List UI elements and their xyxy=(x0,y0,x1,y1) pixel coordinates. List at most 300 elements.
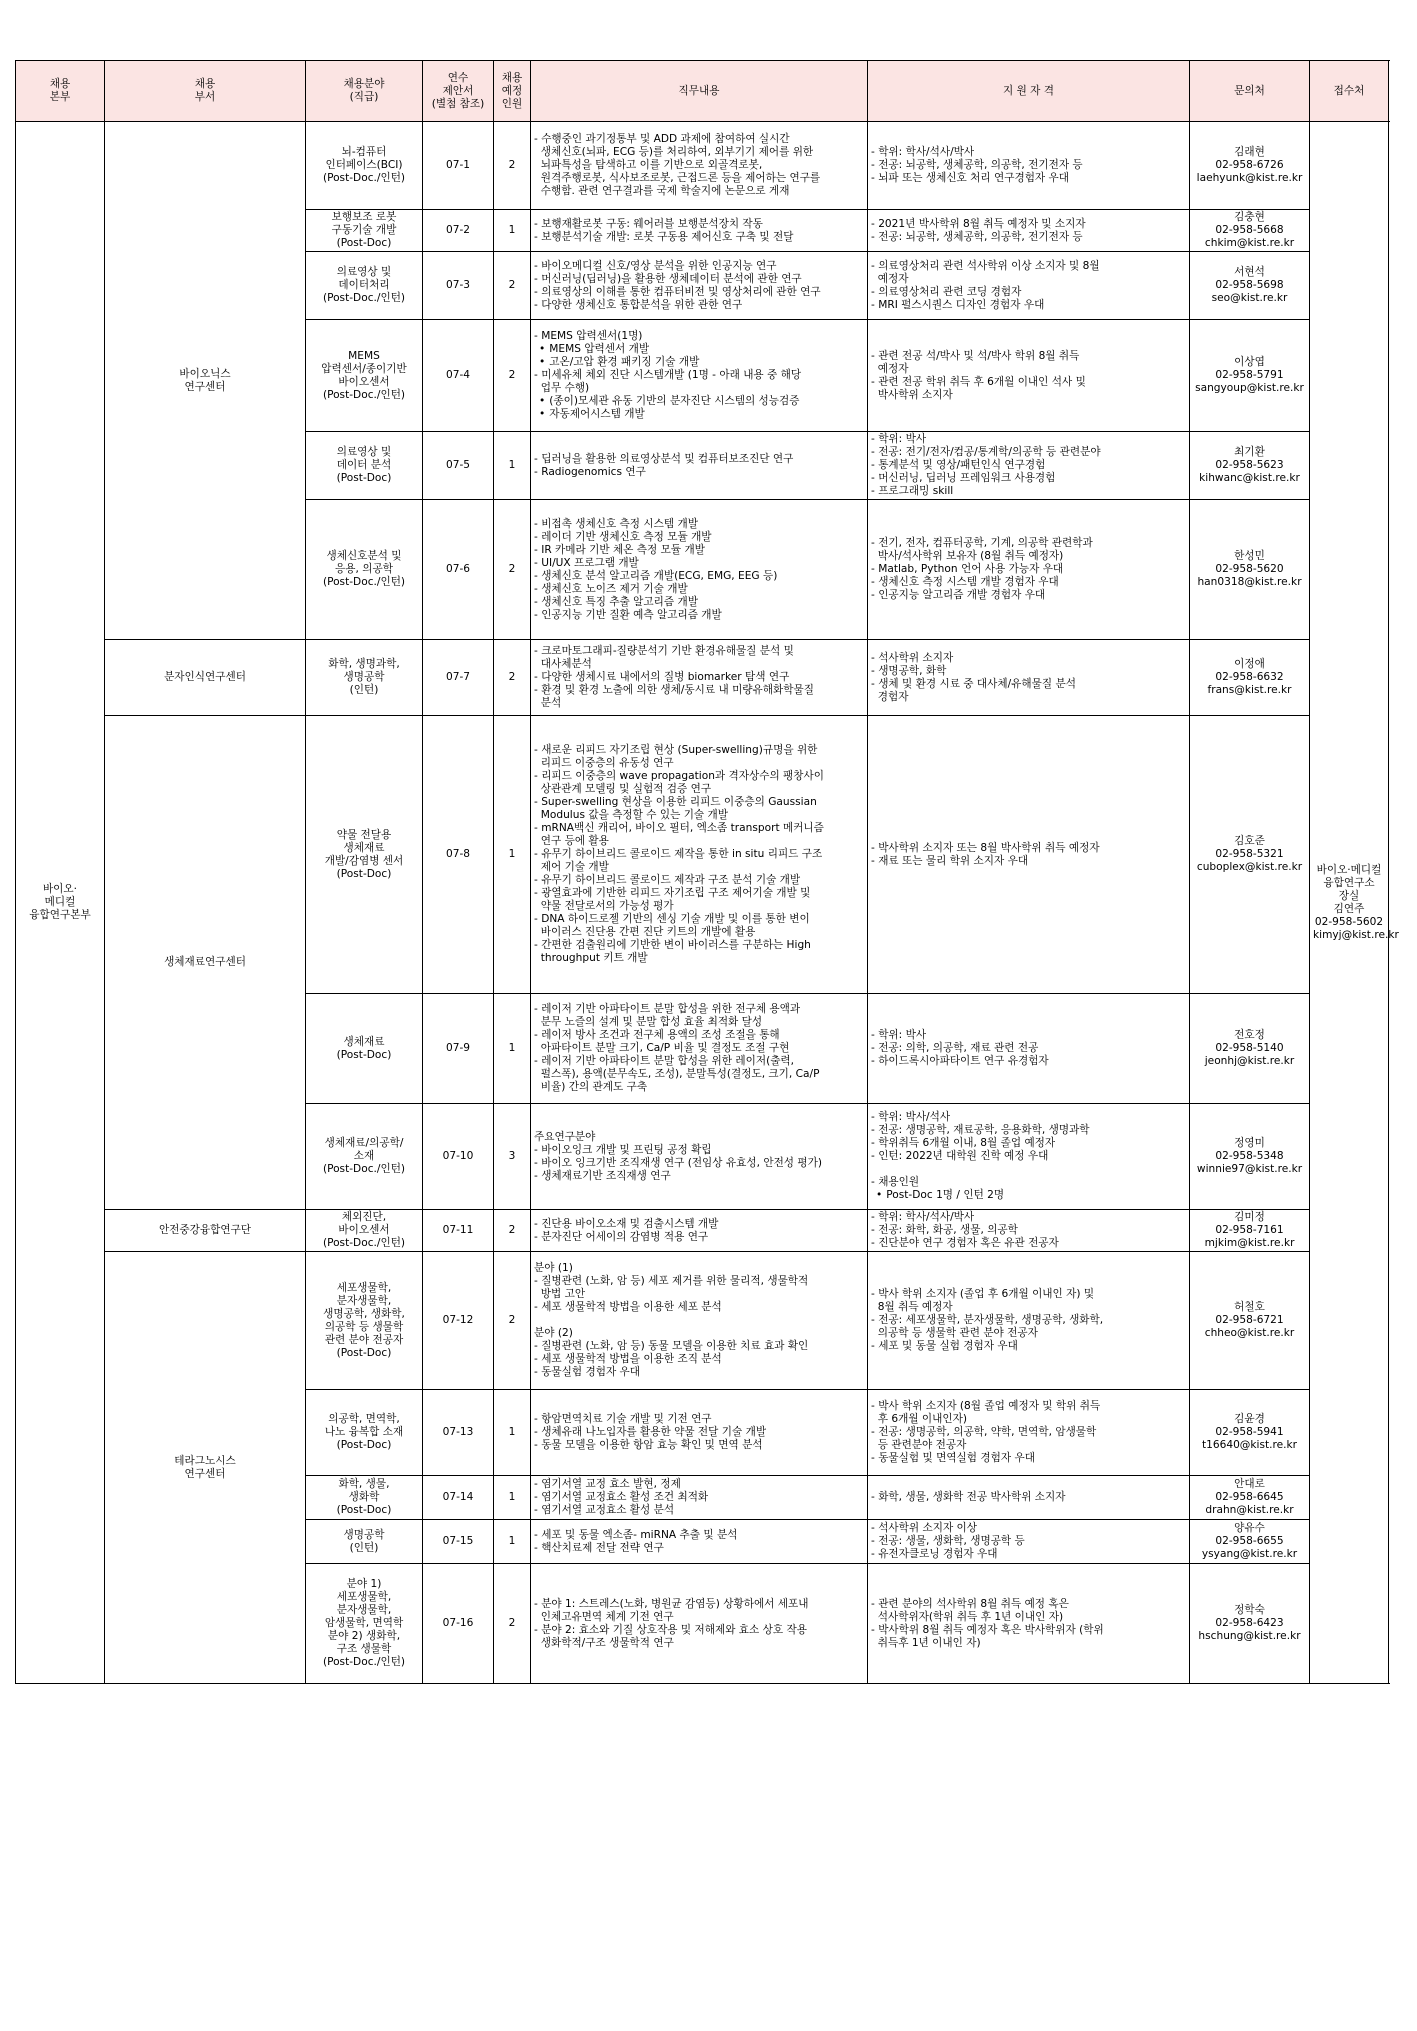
contact-cell-text: 김미정 02-958-7161 mjkim@kist.re.kr xyxy=(1204,1211,1295,1249)
count-cell-text: 2 xyxy=(508,671,516,683)
proposal-cell xyxy=(423,1210,494,1252)
duty-line: - 세포 및 동물 엑소좀- miRNA 추출 및 분석 xyxy=(534,1528,738,1541)
duty-line: 뇌파특성을 탐색하고 이를 기반으로 외골격로봇, xyxy=(534,159,763,171)
proposal-cell xyxy=(423,994,494,1104)
proposal-cell xyxy=(423,1390,494,1476)
duty-line: 아파타이트 분말 크기, Ca/P 비율 및 결정도 조절 구현 xyxy=(534,1042,790,1054)
field-cell-text: 세포생물학, 분자생물학, 생명공학, 생화학, 의공학 등 생물학 관련 분야 전공자 (Post-Doc) xyxy=(323,1281,405,1359)
duties-cell xyxy=(531,716,868,994)
duties-cell xyxy=(531,1564,868,1684)
contact-cell-text: 허철호 02-958-6721 chheo@kist.re.kr xyxy=(1204,1301,1295,1339)
table-row xyxy=(16,640,1389,716)
duty-line: - 생체신호 특징 추출 알고리즘 개발 xyxy=(534,595,698,608)
proposal-cell-text: 07-2 xyxy=(445,224,471,236)
duty-line: 리피드 이중층의 유동성 연구 xyxy=(534,757,674,769)
qualification-line: 박사학위 소지자 xyxy=(871,388,953,401)
duty-line: 분무 노즐의 설계 및 분말 합성 효율 최적화 달성 xyxy=(534,1016,763,1028)
qualification-cell xyxy=(868,252,1190,320)
duty-line: 연구 등에 활용 xyxy=(534,835,609,847)
qualification-line: • Post-Doc 1명 / 인턴 2명 xyxy=(871,1189,1186,1202)
qualification-line: - 석사학위 소지자 xyxy=(871,651,954,664)
duty-line: 방법 고안 xyxy=(534,1288,586,1300)
hq-cell xyxy=(16,122,105,1684)
qualification-line: - 채용인원 xyxy=(871,1176,920,1188)
qualification-line: - 인공지능 알고리즘 개발 경험자 우대 xyxy=(871,589,1046,601)
field-cell xyxy=(306,1520,423,1564)
qualification-line: - 전공: 뇌공학, 생체공학, 의공학, 전기전자 등 xyxy=(871,230,1083,243)
proposal-cell xyxy=(423,1564,494,1684)
proposal-cell xyxy=(423,716,494,994)
proposal-cell xyxy=(423,1520,494,1564)
contact-cell-text: 김호준 02-958-5321 cuboplex@kist.re.kr xyxy=(1196,835,1303,873)
qualification-line: - 전공: 전기/전자/컴공/통계학/의공학 등 관련분야 xyxy=(871,446,1101,458)
duty-line: 비율) 간의 관계도 구축 xyxy=(534,1081,648,1093)
duty-line: - 보행분석기술 개발: 로봇 구동용 제어신호 구축 및 전달 xyxy=(534,230,794,243)
recruitment-sheet xyxy=(15,60,1399,1684)
field-cell-text: 생체재료/의공학/ 소재 (Post-Doc./인턴) xyxy=(322,1137,406,1175)
duty-line: • MEMS 압력센서 개발 xyxy=(534,343,864,356)
qualification-line: 경험자 xyxy=(871,690,909,703)
count-cell xyxy=(494,716,531,994)
count-cell-text: 1 xyxy=(508,224,516,236)
qualification-line: - 전공: 생명공학, 의공학, 약학, 면역학, 암생물학 xyxy=(871,1426,1097,1438)
duty-line: - 비접촉 생체신호 측정 시스템 개발 xyxy=(534,517,698,530)
duty-line: - 바이오 잉크기반 조직재생 연구 (전임상 유효성, 안전성 평가) xyxy=(534,1156,822,1169)
qualification-line: - 박사학위 8월 취득 예정자 혹은 박사학위자 (학위 xyxy=(871,1623,1104,1636)
header-row xyxy=(16,61,1389,122)
proposal-cell-text: 07-4 xyxy=(445,369,471,381)
count-cell xyxy=(494,994,531,1104)
field-cell xyxy=(306,500,423,640)
duties-cell xyxy=(531,640,868,716)
qualification-cell xyxy=(868,500,1190,640)
qualification-cell xyxy=(868,432,1190,500)
dept-cell-text: 안전중강융합연구단 xyxy=(158,1224,252,1236)
count-cell-text: 1 xyxy=(508,459,516,471)
dept-cell xyxy=(105,716,306,1210)
proposal-cell xyxy=(423,210,494,252)
duties-cell xyxy=(531,122,868,210)
field-cell-text: 분야 1) 세포생물학, 분자생물학, 암생물학, 면역학 분야 2) 생화학, 구조 생물학 (Post-Doc./인턴) xyxy=(322,1578,406,1668)
qualification-line: - 유전자클로닝 경험자 우대 xyxy=(871,1548,998,1560)
duty-line: - 분야 1: 스트레스(노화, 병원균 감염등) 상황하에서 세포내 xyxy=(534,1597,809,1610)
proposal-cell-text: 07-12 xyxy=(442,1314,474,1326)
duty-line: - 인공지능 기반 질환 예측 알고리즘 개발 xyxy=(534,608,722,621)
duty-line: - 염기서열 교정효소 활성 분석 xyxy=(534,1504,675,1516)
duty-line: - 염기서열 교정효소 활성 조건 최적화 xyxy=(534,1491,709,1503)
duties-cell xyxy=(531,1210,868,1252)
contact-cell xyxy=(1190,1210,1310,1252)
field-cell xyxy=(306,1252,423,1390)
duties-cell xyxy=(531,1390,868,1476)
header-dept: 채용 부서 xyxy=(105,61,306,122)
proposal-cell-text: 07-8 xyxy=(445,848,471,860)
qualification-line: 취득후 1년 이내인 자) xyxy=(871,1636,981,1649)
duty-line: - 레이더 기반 생체신호 측정 모듈 개발 xyxy=(534,530,712,543)
qualification-line: - 동물실험 및 면역실험 경험자 우대 xyxy=(871,1452,1035,1464)
duty-line: 분야 (1) xyxy=(534,1262,573,1274)
field-cell-text: 의료영상 및 데이터처리 (Post-Doc./인턴) xyxy=(322,266,406,304)
duty-line: - 분야 2: 효소와 기질 상호작용 및 저해제와 효소 상호 작용 xyxy=(534,1623,807,1636)
count-cell xyxy=(494,640,531,716)
qualification-line: - 학위: 박사 xyxy=(871,433,927,445)
field-cell-text: 화학, 생물, 생화학 (Post-Doc) xyxy=(336,1478,392,1516)
table-row xyxy=(16,122,1389,210)
qualification-line: - 전공: 세포생물학, 분자생물학, 생명공학, 생화학, xyxy=(871,1314,1104,1326)
dept-cell xyxy=(105,640,306,716)
proposal-cell-text: 07-9 xyxy=(445,1042,471,1054)
duty-line: - 동물실험 경험자 우대 xyxy=(534,1366,641,1378)
qualification-line: - 화학, 생물, 생화학 전공 박사학위 소지자 xyxy=(871,1491,1066,1503)
count-cell xyxy=(494,1476,531,1520)
count-cell-text: 2 xyxy=(508,279,516,291)
count-cell-text: 2 xyxy=(508,159,516,171)
qualification-line: 석사학위자(학위 취득 후 1년 이내인 자) xyxy=(871,1610,1064,1623)
qualification-line: - 관련 전공 석/박사 및 석/박사 학위 8월 취득 xyxy=(871,349,1080,362)
duties-cell xyxy=(531,320,868,432)
qualification-cell xyxy=(868,1252,1190,1390)
field-cell xyxy=(306,1210,423,1252)
duty-line: - 동물 모델을 이용한 항암 효능 확인 및 면역 분석 xyxy=(534,1439,763,1451)
dept-cell-text: 분자인식연구센터 xyxy=(164,671,246,683)
qualification-line: - 재료 또는 물리 학위 소지자 우대 xyxy=(871,854,1029,867)
duty-line: 대사체분석 xyxy=(534,658,592,670)
count-cell-text: 2 xyxy=(508,1314,516,1326)
field-cell xyxy=(306,1564,423,1684)
qualification-cell xyxy=(868,640,1190,716)
qualification-cell xyxy=(868,1520,1190,1564)
qualification-line: 등 관련분야 전공자 xyxy=(871,1439,967,1451)
duties-cell xyxy=(531,1476,868,1520)
duty-line: - 환경 및 환경 노출에 의한 생체/동시료 내 미량유해화학물질 xyxy=(534,684,814,696)
contact-cell xyxy=(1190,1104,1310,1210)
duty-line: - UI/UX 프로그램 개발 xyxy=(534,556,639,569)
duty-line: - 염기서열 교정 효소 발현, 정제 xyxy=(534,1478,681,1490)
proposal-cell-text: 07-5 xyxy=(445,459,471,471)
field-cell xyxy=(306,122,423,210)
qualification-line: - 2021년 박사학위 8월 취득 예정자 및 소지자 xyxy=(871,217,1086,230)
duty-line: - 리피드 이중층의 wave propagation과 격자상수의 팽창사이 xyxy=(534,770,824,782)
proposal-cell-text: 07-16 xyxy=(442,1617,474,1629)
duty-line: - 유무기 하이브리드 콜로이드 제작을 통한 in situ 리피드 구조 xyxy=(534,848,823,860)
contact-cell-text: 양유수 02-958-6655 ysyang@kist.re.kr xyxy=(1201,1522,1298,1560)
contact-cell xyxy=(1190,1564,1310,1684)
qualification-line: - Matlab, Python 언어 사용 가능자 우대 xyxy=(871,563,1064,575)
duty-line: - 보행재활로봇 구동: 웨어러블 보행분석장치 작동 xyxy=(534,217,763,230)
qualification-line: - 뇌파 또는 생체신호 처리 연구경험자 우대 xyxy=(871,172,1069,184)
duty-line: - 다양한 생체시료 내에서의 질병 biomarker 탐색 연구 xyxy=(534,671,790,683)
contact-cell-text: 서현석 02-958-5698 seo@kist.re.kr xyxy=(1211,266,1288,304)
proposal-cell xyxy=(423,1252,494,1390)
qualification-line: - 통계분석 및 영상/패턴인식 연구경험 xyxy=(871,459,1046,471)
table-body xyxy=(16,122,1399,1684)
contact-cell xyxy=(1190,994,1310,1104)
qualification-line: - 학위: 박사 xyxy=(871,1029,927,1041)
dept-cell-text: 생체재료연구센터 xyxy=(164,956,246,968)
duty-line: - 광열효과에 기반한 리피드 자기조립 구조 제어기술 개발 및 xyxy=(534,887,811,899)
contact-cell-text: 정영미 02-958-5348 winnie97@kist.re.kr xyxy=(1196,1137,1303,1175)
duty-line: - 바이오잉크 개발 및 프린팅 공정 확립 xyxy=(534,1143,712,1156)
duty-line: 제어 기술 개발 xyxy=(534,861,609,873)
contact-cell xyxy=(1190,1520,1310,1564)
qualification-line: - 학위취득 6개월 이내, 8월 졸업 예정자 xyxy=(871,1137,1056,1149)
dept-cell xyxy=(105,122,306,640)
proposal-cell xyxy=(423,432,494,500)
qualification-line: 8월 취득 예정자 xyxy=(871,1301,953,1313)
qualification-line: - 세포 및 동물 실험 경험자 우대 xyxy=(871,1340,1018,1352)
contact-cell xyxy=(1190,210,1310,252)
header-field: 채용분야 (직급) xyxy=(306,61,423,122)
field-cell xyxy=(306,252,423,320)
qualification-line xyxy=(871,1163,1186,1176)
proposal-cell xyxy=(423,122,494,210)
reception-cell xyxy=(1310,122,1399,1684)
duty-line: throughput 키트 개발 xyxy=(534,952,648,964)
duty-line: - 질병관련 (노화, 암 등) 동물 모델을 이용한 치료 효과 확인 xyxy=(534,1340,809,1352)
proposal-cell xyxy=(423,640,494,716)
field-cell xyxy=(306,320,423,432)
field-cell xyxy=(306,432,423,500)
contact-cell xyxy=(1190,432,1310,500)
qualification-line: 의공학 등 생물학 관련 분야 전공자 xyxy=(871,1327,1038,1339)
proposal-cell-text: 07-6 xyxy=(445,563,471,575)
duty-line: 분석 xyxy=(534,697,562,709)
field-cell xyxy=(306,1476,423,1520)
proposal-cell xyxy=(423,500,494,640)
contact-cell xyxy=(1190,122,1310,210)
contact-cell xyxy=(1190,1390,1310,1476)
qualification-line: 후 6개월 이내인자) xyxy=(871,1413,967,1425)
count-cell xyxy=(494,252,531,320)
qualification-cell xyxy=(868,994,1190,1104)
field-cell-text: MEMS 압력센서/종이기반 바이오센서 (Post-Doc./인턴) xyxy=(321,349,407,401)
dept-cell-text: 테라그노시스 연구센터 xyxy=(174,1454,236,1480)
contact-cell-text: 정학숙 02-958-6423 hschung@kist.re.kr xyxy=(1198,1604,1301,1642)
proposal-cell xyxy=(423,320,494,432)
qualification-cell xyxy=(868,1476,1190,1520)
table-row xyxy=(16,716,1389,994)
qualification-line: - 학위: 학사/석사/박사 xyxy=(871,146,975,158)
duty-line: - 의료영상의 이해를 통한 컴퓨터비전 및 영상처리에 관한 연구 xyxy=(534,285,821,298)
duty-line: - 질병관련 (노화, 암 등) 세포 제거를 위한 물리적, 생물학적 xyxy=(534,1275,809,1287)
duty-line: - 생체신호 노이즈 제거 기술 개발 xyxy=(534,582,688,595)
field-cell xyxy=(306,1104,423,1210)
field-cell-text: 생명공학 (인턴) xyxy=(343,1528,385,1554)
duty-line: - 딥러닝을 활용한 의료영상분석 및 컴퓨터보조진단 연구 xyxy=(534,452,794,465)
qualification-cell xyxy=(868,210,1190,252)
duty-line: - MEMS 압력센서(1명) xyxy=(534,330,643,342)
contact-cell xyxy=(1190,716,1310,994)
duty-line: - 세포 생물학적 방법을 이용한 세포 분석 xyxy=(534,1301,722,1313)
count-cell-text: 1 xyxy=(508,848,516,860)
qualification-cell xyxy=(868,716,1190,994)
header-reception: 접수처 xyxy=(1310,61,1389,122)
contact-cell xyxy=(1190,500,1310,640)
duty-line: • (종이)모세관 유동 기반의 분자진단 시스템의 성능검증 xyxy=(534,395,864,408)
duty-line: - 레이저 기반 아파타이트 분말 합성을 위한 전구체 용액과 xyxy=(534,1003,801,1015)
qualification-line: - 전공: 뇌공학, 생체공학, 의공학, 전기전자 등 xyxy=(871,159,1083,171)
duty-line: - 미세유체 체외 진단 시스템개발 (1명 - 아래 내용 중 해당 xyxy=(534,369,802,381)
contact-cell-text: 안대로 02-958-6645 drahn@kist.re.kr xyxy=(1205,1478,1294,1516)
count-cell xyxy=(494,320,531,432)
proposal-cell xyxy=(423,1104,494,1210)
qualification-line: - 전공: 생물, 생화학, 생명공학 등 xyxy=(871,1535,1025,1547)
qualification-line: - 생체신호 측정 시스템 개발 경험자 우대 xyxy=(871,576,1059,588)
count-cell xyxy=(494,122,531,210)
duty-line: - 생체유래 나노입자를 활용한 약물 전달 기술 개발 xyxy=(534,1426,767,1438)
qualification-line: - 학위: 박사/석사 xyxy=(871,1111,951,1123)
count-cell-text: 1 xyxy=(508,1426,516,1438)
contact-cell xyxy=(1190,640,1310,716)
qualification-line: - 인턴: 2022년 대학원 진학 예정 우대 xyxy=(871,1150,1049,1162)
count-cell xyxy=(494,432,531,500)
contact-cell-text: 이상엽 02-958-5791 sangyoup@kist.re.kr xyxy=(1195,356,1304,394)
qualification-cell xyxy=(868,1564,1190,1684)
duties-cell xyxy=(531,432,868,500)
contact-cell xyxy=(1190,252,1310,320)
field-cell xyxy=(306,640,423,716)
header-duties: 직무내용 xyxy=(531,61,868,122)
field-cell-text: 뇌-컴퓨터 인터페이스(BCI) (Post-Doc./인턴) xyxy=(322,146,406,184)
proposal-cell xyxy=(423,252,494,320)
contact-cell xyxy=(1190,1252,1310,1390)
contact-cell xyxy=(1190,1476,1310,1520)
field-cell-text: 의공학, 면역학, 나노 융복합 소재 (Post-Doc) xyxy=(324,1413,404,1451)
proposal-cell xyxy=(423,1476,494,1520)
duty-line: - 분자진단 어세이의 감염병 적용 연구 xyxy=(534,1230,709,1243)
duty-line: 펄스폭), 용액(분무속도, 조성), 분말특성(결정도, 크기, Ca/P xyxy=(534,1068,820,1080)
contact-cell-text: 이정애 02-958-6632 frans@kist.re.kr xyxy=(1207,658,1292,696)
qualification-line: - 전공: 화학, 화공, 생물, 의공학 xyxy=(871,1224,1018,1236)
qualification-cell xyxy=(868,1390,1190,1476)
contact-cell-text: 전호정 02-958-5140 jeonhj@kist.re.kr xyxy=(1204,1029,1295,1067)
qualification-cell xyxy=(868,1104,1190,1210)
duty-line: - 항암면역치료 기술 개발 및 기전 연구 xyxy=(534,1413,712,1425)
duty-line: - 바이오메디컬 신호/영상 분석을 위한 인공지능 연구 xyxy=(534,259,777,272)
qualification-line: - 생명공학, 화학 xyxy=(871,664,947,677)
table-row xyxy=(16,1252,1389,1390)
count-cell-text: 1 xyxy=(508,1535,516,1547)
hq-cell-text: 바이오· 메디컬 융합연구본부 xyxy=(29,883,91,921)
duty-line: 생체신호(뇌파, ECG 등)를 처리하여, 외부기기 제어를 위한 xyxy=(534,146,814,158)
count-cell-text: 1 xyxy=(508,1042,516,1054)
field-cell-text: 약물 전달용 생체재료 개발/감염병 센서 (Post-Doc) xyxy=(324,828,404,880)
duty-line: 약물 전달로서의 가능성 평가 xyxy=(534,900,674,912)
duty-line: - Super-swelling 현상을 이용한 리피드 이중층의 Gaussian xyxy=(534,796,817,808)
qualification-line: - 생체 및 환경 시료 중 대사체/유해물질 분석 xyxy=(871,677,1076,690)
duty-line: 생화학적/구조 생물학적 연구 xyxy=(534,1636,674,1649)
count-cell-text: 2 xyxy=(508,563,516,575)
duty-line: - IR 카메라 기반 체온 측정 모듈 개발 xyxy=(534,543,705,556)
duty-line: - 레이저 방사 조건과 전구체 용액의 조성 조절을 통해 xyxy=(534,1029,780,1041)
duty-line: - 핵산치료제 전달 전략 연구 xyxy=(534,1541,664,1554)
qualification-line: - 석사학위 소지자 이상 xyxy=(871,1522,978,1534)
qualification-cell xyxy=(868,1210,1190,1252)
duties-cell xyxy=(531,1520,868,1564)
duty-line: 인체고유면역 체계 기전 연구 xyxy=(534,1610,674,1623)
duty-line: • 고온/고압 환경 패키징 기술 개발 xyxy=(534,356,864,369)
duties-cell xyxy=(531,210,868,252)
qualification-cell xyxy=(868,320,1190,432)
proposal-cell-text: 07-3 xyxy=(445,279,471,291)
header-proposal: 연수 제안서 (별첨 참조) xyxy=(423,61,494,122)
count-cell xyxy=(494,1564,531,1684)
field-cell xyxy=(306,210,423,252)
dept-cell-text: 바이오닉스 연구센터 xyxy=(179,367,231,393)
count-cell xyxy=(494,1390,531,1476)
duty-line: - 크로마토그래피-질량분석기 기반 환경유해물질 분석 및 xyxy=(534,645,794,657)
field-cell-text: 생체신호분석 및 응용, 의공학 (Post-Doc./인턴) xyxy=(322,550,406,588)
duty-line: - 새로운 리피드 자기조립 현상 (Super-swelling)규명을 위한 xyxy=(534,744,818,756)
qualification-cell xyxy=(868,122,1190,210)
field-cell xyxy=(306,1390,423,1476)
count-cell xyxy=(494,500,531,640)
count-cell xyxy=(494,1252,531,1390)
qualification-line: - 관련 분야의 석사학위 8월 취득 예정 혹은 xyxy=(871,1597,1069,1610)
count-cell xyxy=(494,1210,531,1252)
qualification-line: 예정자 xyxy=(871,272,909,285)
duty-line: - 유무기 하이브리드 콜로이드 제작과 구조 분석 기술 개발 xyxy=(534,874,801,886)
header-hq: 채용 본부 xyxy=(16,61,105,122)
duty-line: 원격주행로봇, 식사보조로봇, 근접드론 등을 제어하는 연구를 xyxy=(534,172,821,184)
header-count: 채용 예정 인원 xyxy=(494,61,531,122)
duty-line: 바이러스 진단용 간편 진단 키트의 개발에 활용 xyxy=(534,926,756,938)
count-cell xyxy=(494,1104,531,1210)
duty-line: 수행함. 관련 연구결과를 국제 학술지에 논문으로 게재 xyxy=(534,185,790,197)
proposal-cell-text: 07-11 xyxy=(442,1224,474,1236)
count-cell-text: 2 xyxy=(508,369,516,381)
duties-cell xyxy=(531,1104,868,1210)
duty-line: • 자동제어시스템 개발 xyxy=(534,408,864,421)
count-cell xyxy=(494,210,531,252)
proposal-cell-text: 07-13 xyxy=(442,1426,474,1438)
dept-cell xyxy=(105,1210,306,1252)
duty-line: 분야 (2) xyxy=(534,1327,573,1339)
qualification-line: - 박사 학위 소지자 (졸업 후 6개월 이내인 자) 및 xyxy=(871,1288,1095,1300)
field-cell xyxy=(306,994,423,1104)
duty-line: - 레이저 기반 아파타이트 분말 합성을 위한 레이저(출력, xyxy=(534,1055,795,1067)
qualification-line: - 박사 학위 소지자 (8월 졸업 예정자 및 학위 취득 xyxy=(871,1400,1101,1412)
field-cell-text: 생체재료 (Post-Doc) xyxy=(336,1035,392,1061)
contact-cell-text: 김래현 02-958-6726 laehyunk@kist.re.kr xyxy=(1196,146,1303,184)
duty-line: 상관관계 모델링 및 실험적 검증 연구 xyxy=(534,783,712,795)
field-cell xyxy=(306,716,423,994)
duty-line xyxy=(534,1314,864,1327)
duty-line: 주요연구분야 xyxy=(534,1130,596,1143)
field-cell-text: 화학, 생명과학, 생명공학 (인턴) xyxy=(328,658,400,696)
duty-line: - 세포 생물학적 방법을 이용한 조직 분석 xyxy=(534,1353,722,1365)
qualification-line: - 머신러닝, 딥러닝 프레임워크 사용경험 xyxy=(871,472,1056,484)
count-cell-text: 3 xyxy=(508,1150,516,1162)
qualification-line: - 전기, 전자, 컴퓨터공학, 기계, 의공학 관련학과 xyxy=(871,537,1093,549)
qualification-line: - 전공: 의학, 의공학, 재료 관련 전공 xyxy=(871,1042,1039,1054)
duties-cell xyxy=(531,994,868,1104)
duties-cell xyxy=(531,252,868,320)
contact-cell-text: 김충현 02-958-5668 chkim@kist.re.kr xyxy=(1204,211,1295,249)
duty-line: - 생체신호 분석 알고리즘 개발(ECG, EMG, EEG 등) xyxy=(534,569,778,582)
duties-cell xyxy=(531,1252,868,1390)
duty-line: - mRNA백신 캐리어, 바이오 필터, 엑소좀 transport 메커니즘 xyxy=(534,822,824,834)
qualification-line: - MRI 펄스시퀀스 디자인 경험자 우대 xyxy=(871,298,1045,311)
dept-cell xyxy=(105,1252,306,1684)
duties-cell xyxy=(531,500,868,640)
field-cell-text: 체외진단, 바이오센서 (Post-Doc./인턴) xyxy=(322,1211,406,1249)
count-cell-text: 2 xyxy=(508,1224,516,1236)
proposal-cell-text: 07-7 xyxy=(445,671,471,683)
field-cell-text: 의료영상 및 데이터 분석 (Post-Doc) xyxy=(336,446,392,484)
proposal-cell-text: 07-1 xyxy=(445,159,471,171)
duty-line: - DNA 하이드로젤 기반의 센싱 기술 개발 및 이를 통한 변이 xyxy=(534,913,810,925)
